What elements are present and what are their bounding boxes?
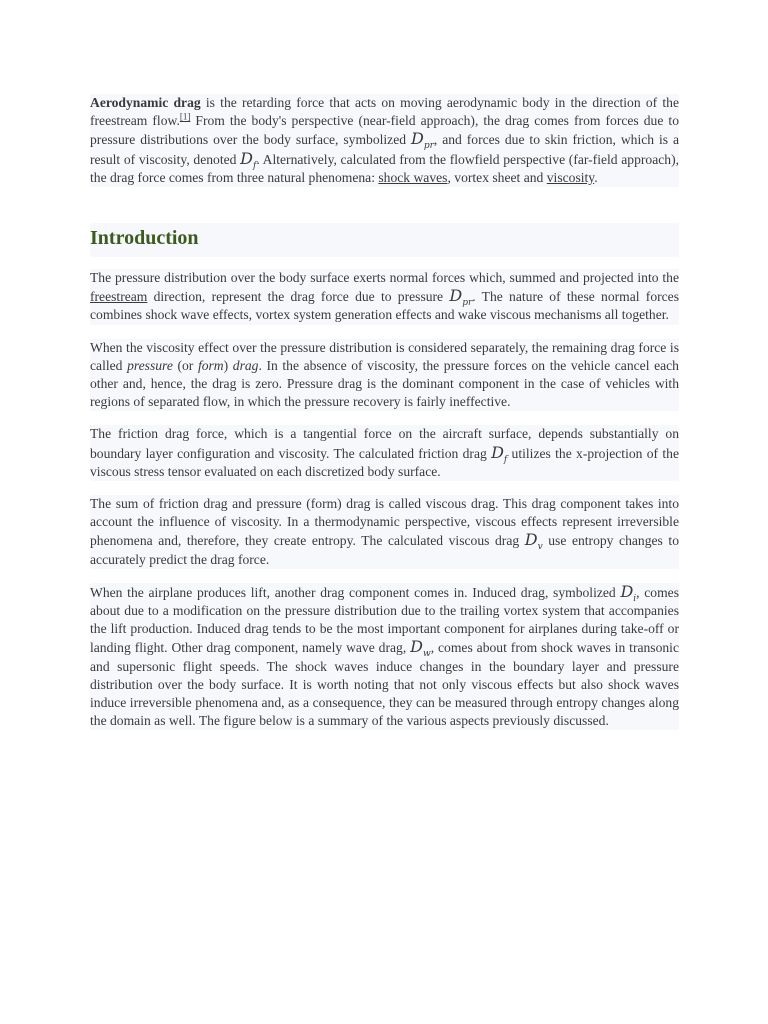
paragraph-pressure-drag: When the viscosity effect over the pressure distribution is considered separately, the remaining drag force is called pressure (or form) drag. In the absence of viscosity, the pressure forces on the vehicle cancel each other and, hence, the drag is zero. Pressure drag is the dominant component in the case of vehicles with regions of separated flow, in which the pressure recovery is fairly ineffective. [90,339,679,412]
symbol-d-pr: $D_{pr}$ [449,286,473,309]
intro-text-3: , and forces due to skin friction, which is a result of viscosity, denoted [90,132,679,167]
lead-term: Aerodynamic drag [90,95,201,110]
paragraph-induced-drag: When the airplane produces lift, another drag component comes in. Induced drag, symbolized $D_i$, comes about due to a modification on the pressure distribution due to the trailing vortex system that accompanies the lift production. Induced drag tends to be the most important component for airplanes during take-off or landing flight. Other drag component, namely wave drag, $D_w$, comes about from shock waves in transonic and supersonic flight speeds. The shock waves induce changes in the boundary layer and pressure distribution over the body surface. It is worth noting that not only viscous effects but also shock waves induce irreversible phenomena and, as a consequence, they can be measured through entropy changes along the domain as well. The figure below is a summary of the various aspects previously discussed. [90,583,679,731]
paragraph-friction-drag: The friction drag force, which is a tangential force on the aircraft surface, depends substantially on boundary layer configuration and viscosity. The calculated friction drag $D_f$ utilizes the x-projection of the viscous stress tensor evaluated on each discretized body surface. [90,425,679,481]
shock-waves-link[interactable]: shock waves [378,169,448,185]
freestream-link[interactable]: freestream [90,289,148,305]
symbol-d-v: $D_v$ [524,530,543,553]
viscosity-link[interactable]: viscosity [546,169,595,185]
intro-paragraph: Aerodynamic drag is the retarding force that acts on moving aerodynamic body in the direction of the freestream flow.[1] From the body's perspective (near-field approach), the drag comes from forces due to pressure distributions over the body surface, symbolized $D_{pr}$, and forces due to skin friction, which is a result of viscosity, denoted $D_f$. Alternatively, calculated from the flowfield perspective (far-field approach), the drag force comes from three natural phenomena: shock waves, vortex sheet and viscosity. [90,94,679,187]
symbol-d-i: $D_i$ [620,581,637,605]
intro-text-2: From the body's perspective (near-field approach), the drag comes from forces due to pressure distributions over the body surface, symbolized [90,113,679,148]
symbol-d-w: $D_w$ [410,637,431,660]
symbol-d-f: $D_f$ [491,442,508,465]
term-drag: drag [232,357,259,373]
section-heading: Introduction [90,223,679,257]
symbol-d-f: $D_f$ [240,148,257,171]
intro-text-1: is the retarding force that acts on moving aerodynamic body in the direction of the freestream flow. [90,95,679,129]
paragraph-viscous-drag: The sum of friction drag and pressure (form) drag is called viscous drag. This drag component takes into account the influence of viscosity. In a thermodynamic perspective, viscous effects represent irreversible phenomena and, therefore, they create entropy. The calculated viscous drag $D_v$ use entropy changes to accurately predict the drag force. [90,495,679,569]
symbol-d-pr: $D_{pr}$ [410,129,434,152]
article-body [90,94,679,730]
term-form: form [197,357,224,373]
citation-link[interactable]: [1] [179,111,191,122]
intro-text-4: . Alternatively, calculated from the flowfield perspective (far-field approach), the drag force comes from three natural phenomena: [90,151,680,185]
intro-text-5: , vortex sheet and [447,169,547,185]
term-pressure: pressure [127,357,173,373]
paragraph-pressure-distribution: The pressure distribution over the body surface exerts normal forces which, summed and projected into the freestream direction, represent the drag force due to pressure $D_{pr}$. The nature of these normal forces combines shock wave effects, vortex system generation effects and wake viscous mechanisms all together. [90,269,679,325]
